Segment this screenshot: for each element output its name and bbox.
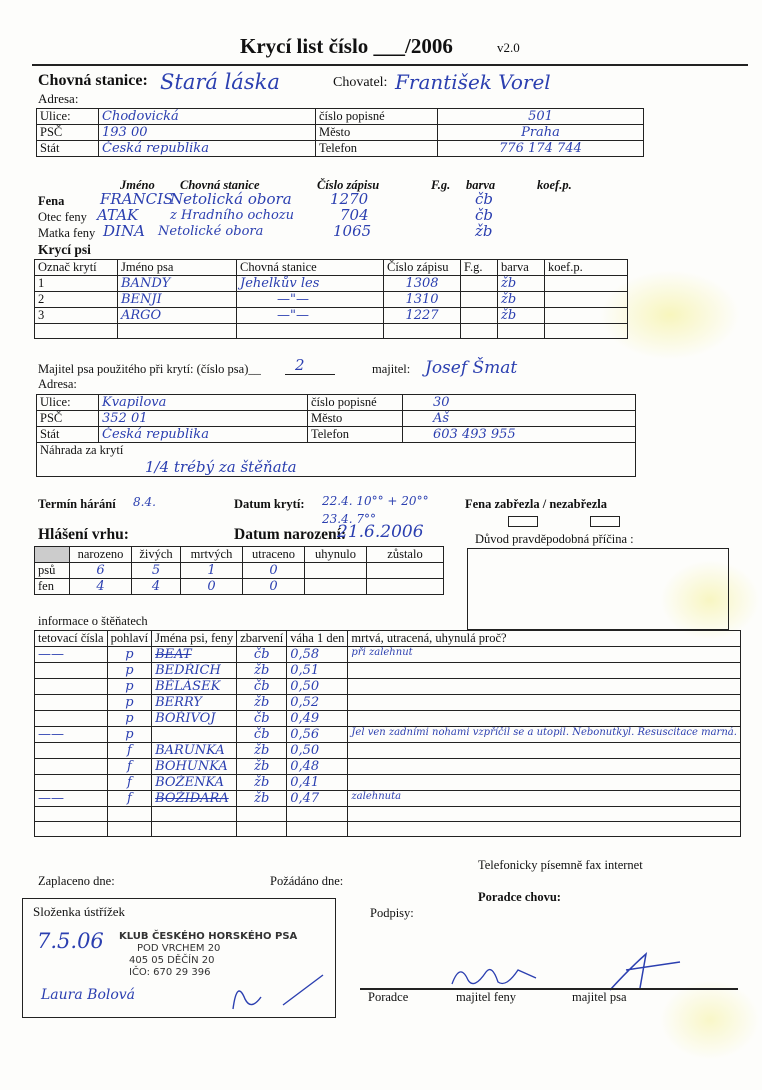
- puppy-weight: [287, 807, 348, 822]
- stud-reg: 1227: [384, 308, 461, 324]
- puppy-row: [35, 743, 741, 759]
- puppy-color: žb: [237, 743, 287, 759]
- litter-cell: [367, 579, 444, 595]
- puppy-tattoo: ——: [35, 727, 108, 743]
- puppy-row: [35, 711, 741, 727]
- puppies-table: [34, 630, 741, 837]
- country-label: Stát: [37, 141, 99, 157]
- puppy-note: [348, 775, 741, 791]
- station-label: Chovná stanice:: [38, 72, 148, 89]
- puppy-weight: 0,47: [287, 791, 348, 807]
- puppy-sex: [107, 807, 152, 822]
- mating-date-2: 23.4. 7°°: [322, 512, 376, 526]
- puppy-row: [35, 695, 741, 711]
- puppy-name: BOŽIDARA: [152, 791, 237, 807]
- station-address-table: [36, 108, 644, 157]
- puppy-tattoo: [35, 695, 108, 711]
- puppy-weight: 0,41: [287, 775, 348, 791]
- puppy-note: Jel ven zadními nohami vzpříčil se a utopil. Nebonutkyl. Resuscitace marná.: [348, 727, 741, 743]
- hdr-color: barva: [466, 178, 496, 192]
- litter-hdr: živých: [132, 547, 181, 563]
- litter-hdr: zůstalo: [367, 547, 444, 563]
- owner-number: 30: [403, 395, 636, 411]
- fena-station: Netolická obora: [170, 190, 292, 208]
- fena-reg: 1270: [330, 190, 369, 208]
- puppy-note: [348, 807, 741, 822]
- puppy-note: [348, 743, 741, 759]
- owner-dog-no: 2: [295, 356, 305, 374]
- studs-row: [35, 292, 628, 308]
- litter-cell: [367, 563, 444, 579]
- hdr-station: Chovná stanice: [180, 178, 260, 192]
- compensation-label: Náhrada za krytí: [40, 443, 124, 457]
- litter-cell: 4: [70, 579, 132, 595]
- studs-section-title: Krycí psi: [38, 242, 91, 257]
- heat-value: 8.4.: [133, 495, 156, 509]
- studs-hdr: Číslo zápisu: [384, 260, 461, 276]
- puppy-note: [348, 711, 741, 727]
- puppy-row: [35, 775, 741, 791]
- owner-phone-label: Telefon: [308, 427, 403, 443]
- puppy-tattoo: [35, 822, 108, 837]
- puppy-color: čb: [237, 711, 287, 727]
- owner-street: Kvapilova: [99, 395, 308, 411]
- puppy-color: žb: [237, 775, 287, 791]
- owner-zip-label: PSČ: [37, 411, 99, 427]
- puppy-tattoo: [35, 711, 108, 727]
- fena-name: FRANCIS: [100, 190, 174, 208]
- stud-station: Jehelkův les: [237, 276, 384, 292]
- matka-name: DINA: [103, 222, 145, 240]
- studs-row: [35, 308, 628, 324]
- owner-city-label: Město: [308, 411, 403, 427]
- pregnant-label: Fena zabřezla / nezabřezla: [465, 497, 607, 511]
- owner-name: Josef Šmat: [425, 358, 518, 378]
- litter-cell: 0: [243, 563, 305, 579]
- litter-row-label: fen: [35, 579, 70, 595]
- puppy-name: BOHUNKA: [152, 759, 237, 775]
- reason-label: Důvod pravděpodobná příčina :: [475, 532, 634, 546]
- puppy-name: [152, 727, 237, 743]
- puppy-row: [35, 663, 741, 679]
- puppies-hdr: váha 1 den: [287, 631, 348, 647]
- puppy-note: [348, 663, 741, 679]
- country-value: Česká republika: [99, 141, 316, 157]
- litter-corner: [35, 547, 70, 563]
- fena-label: Fena: [38, 194, 65, 208]
- stud-no: 2: [35, 292, 118, 308]
- owner-number-label: číslo popisné: [308, 395, 403, 411]
- stamp-line: KLUB ČESKÉHO HORSKÉHO PSA: [119, 931, 298, 942]
- puppy-sex: p: [107, 711, 152, 727]
- stud-coef: [545, 292, 628, 308]
- fena-color: čb: [475, 190, 494, 208]
- studs-hdr: Chovná stanice: [237, 260, 384, 276]
- puppy-name: BERRY: [152, 695, 237, 711]
- puppy-sex: f: [107, 743, 152, 759]
- stud-coef: [545, 308, 628, 324]
- puppy-name: BEAT: [152, 647, 237, 663]
- hdr-name: Jméno: [120, 178, 155, 192]
- matka-station: Netolické obora: [158, 224, 264, 239]
- phone-label: Telefon: [316, 141, 438, 157]
- puppy-name: BARUNKA: [152, 743, 237, 759]
- puppy-weight: 0,56: [287, 727, 348, 743]
- puppy-name: [152, 807, 237, 822]
- owner-dog-underline: [285, 374, 335, 375]
- signatures-label: Podpisy:: [370, 906, 414, 920]
- puppy-tattoo: [35, 663, 108, 679]
- puppy-note: [348, 759, 741, 775]
- address-label: Adresa:: [38, 91, 79, 106]
- hdr-fg: F.g.: [431, 178, 451, 192]
- puppy-weight: [287, 822, 348, 837]
- puppies-hdr: tetovací čísla: [35, 631, 108, 647]
- puppy-tattoo: [35, 759, 108, 775]
- puppy-tattoo: ——: [35, 791, 108, 807]
- puppy-color: [237, 807, 287, 822]
- stud-station: —"—: [237, 308, 384, 324]
- puppy-row: [35, 822, 741, 837]
- city-value: Praha: [438, 125, 644, 141]
- compensation-value: 1/4 trébý za štěňata: [145, 458, 297, 476]
- puppy-row: [35, 807, 741, 822]
- puppy-weight: 0,58: [287, 647, 348, 663]
- litter-hdr: narozeno: [70, 547, 132, 563]
- puppy-row: [35, 759, 741, 775]
- puppies-hdr: pohlaví: [107, 631, 152, 647]
- puppy-weight: 0,48: [287, 759, 348, 775]
- litter-cell: 5: [132, 563, 181, 579]
- birth-label: Datum narození:: [234, 526, 347, 543]
- slip-label: Složenka ústřížek: [33, 904, 126, 919]
- litter-hdr: uhynulo: [305, 547, 367, 563]
- puppy-color: žb: [237, 759, 287, 775]
- slip-signature: Laura Bolová: [41, 987, 136, 1003]
- puppy-row: [35, 679, 741, 695]
- litter-row: [35, 579, 444, 595]
- stamp-line: 405 05 DĚČÍN 20: [129, 955, 215, 966]
- stud-reg: 1310: [384, 292, 461, 308]
- street-value: Chodovická: [99, 109, 316, 125]
- puppy-row: [35, 727, 741, 743]
- owner-zip: 352 01: [99, 411, 308, 427]
- form-version: v2.0: [497, 40, 520, 55]
- heat-label: Termín hárání: [38, 497, 116, 511]
- stud-name: BENJI: [118, 292, 237, 308]
- stud-no: 3: [35, 308, 118, 324]
- owner-city: Aš: [403, 411, 636, 427]
- puppy-note: [348, 822, 741, 837]
- puppy-sex: p: [107, 679, 152, 695]
- litter-row-label: psů: [35, 563, 70, 579]
- pregnant-no-checkbox[interactable]: [590, 516, 620, 527]
- puppy-color: [237, 822, 287, 837]
- puppies-hdr: mrtvá, utracená, uhynulá proč?: [348, 631, 741, 647]
- advisor-label: Poradce chovu:: [478, 890, 561, 904]
- paid-label: Zaplaceno dne:: [38, 874, 115, 888]
- station-name: Stará láska: [160, 70, 280, 94]
- puppy-color: čb: [237, 647, 287, 663]
- owner-street-label: Ulice:: [37, 395, 99, 411]
- stud-coef: [545, 276, 628, 292]
- puppy-sex: f: [107, 775, 152, 791]
- puppy-sex: p: [107, 647, 152, 663]
- puppy-weight: 0,49: [287, 711, 348, 727]
- otec-station: z Hradního ochozu: [170, 208, 294, 223]
- puppy-note: zalehnuta: [348, 791, 741, 807]
- mating-label: Datum krytí:: [234, 497, 305, 511]
- puppy-sex: p: [107, 695, 152, 711]
- studs-hdr: Jméno psa: [118, 260, 237, 276]
- litter-cell: 0: [181, 579, 243, 595]
- puppy-color: čb: [237, 679, 287, 695]
- owner-address-label: Adresa:: [38, 377, 77, 391]
- puppy-weight: 0,50: [287, 679, 348, 695]
- requested-label: Požádáno dne:: [270, 874, 344, 888]
- puppy-name: BĚLÁSEK: [152, 679, 237, 695]
- zip-label: PSČ: [37, 125, 99, 141]
- puppy-tattoo: [35, 743, 108, 759]
- birth-value: 21.6.2006: [337, 522, 424, 542]
- owner-intro: Majitel psa použitého při krytí: (číslo psa)__: [38, 362, 261, 376]
- stud-name: ARGO: [118, 308, 237, 324]
- stamp-line: IČO: 670 29 396: [129, 967, 211, 978]
- litter-row: [35, 563, 444, 579]
- puppy-weight: 0,51: [287, 663, 348, 679]
- payment-slip-box: [22, 898, 336, 1018]
- puppy-name: BEDŘICH: [152, 663, 237, 679]
- studs-hdr: F.g.: [461, 260, 498, 276]
- studs-hdr: koef.p.: [545, 260, 628, 276]
- studs-table: [34, 259, 628, 339]
- puppy-tattoo: [35, 775, 108, 791]
- litter-hdr: utraceno: [243, 547, 305, 563]
- owner-country-label: Stát: [37, 427, 99, 443]
- puppy-sex: f: [107, 759, 152, 775]
- puppy-name: [152, 822, 237, 837]
- slip-date: 7.5.06: [37, 929, 104, 953]
- puppy-note: [348, 679, 741, 695]
- matka-color: žb: [475, 222, 493, 240]
- puppy-name: BOŘIVOJ: [152, 711, 237, 727]
- header-rule: [32, 64, 748, 66]
- stud-reg: 1308: [384, 276, 461, 292]
- street-label: Ulice:: [37, 109, 99, 125]
- litter-cell: 6: [70, 563, 132, 579]
- puppy-tattoo: [35, 679, 108, 695]
- puppy-sex: p: [107, 727, 152, 743]
- sig-owner-male-label: majitel psa: [572, 990, 627, 1004]
- otec-name: ATAK: [97, 206, 139, 224]
- stud-station: —"—: [237, 292, 384, 308]
- stud-color: žb: [498, 292, 545, 308]
- zip-value: 193 00: [99, 125, 316, 141]
- puppies-hdr: zbarvení: [237, 631, 287, 647]
- puppy-sex: p: [107, 663, 152, 679]
- puppy-weight: 0,50: [287, 743, 348, 759]
- puppy-tattoo: ——: [35, 647, 108, 663]
- puppy-color: čb: [237, 727, 287, 743]
- puppy-sex: [107, 822, 152, 837]
- studs-row: [35, 276, 628, 292]
- otec-reg: 704: [340, 206, 369, 224]
- puppy-tattoo: [35, 807, 108, 822]
- slip-signature-scribble: [223, 969, 333, 1019]
- pregnant-yes-checkbox[interactable]: [508, 516, 538, 527]
- puppy-color: žb: [237, 663, 287, 679]
- owner-address-table: [36, 394, 636, 477]
- number-label: číslo popisné: [316, 109, 438, 125]
- puppy-sex: f: [107, 791, 152, 807]
- litter-cell: 4: [132, 579, 181, 595]
- studs-row: [35, 324, 628, 339]
- stud-color: žb: [498, 308, 545, 324]
- contact-options: Telefonicky písemně fax internet: [478, 858, 643, 872]
- form-title: Krycí list číslo ___/2006: [240, 34, 453, 58]
- otec-color: čb: [475, 206, 494, 224]
- hdr-coef: koef.p.: [537, 178, 572, 192]
- puppy-row: [35, 647, 741, 663]
- stud-fg: [461, 292, 498, 308]
- studs-hdr: barva: [498, 260, 545, 276]
- studs-hdr: Označ krytí: [35, 260, 118, 276]
- city-label: Město: [316, 125, 438, 141]
- puppy-note: při zalehnut: [348, 647, 741, 663]
- puppy-weight: 0,52: [287, 695, 348, 711]
- stud-fg: [461, 308, 498, 324]
- puppy-name: BOŽENKA: [152, 775, 237, 791]
- litter-cell: 1: [181, 563, 243, 579]
- puppies-hdr: Jména psi, feny: [152, 631, 237, 647]
- litter-cell: [305, 579, 367, 595]
- mating-date-1: 22.4. 10°° + 20°°: [322, 494, 429, 508]
- litter-section-title: Hlášení vrhu:: [38, 526, 129, 543]
- matka-reg: 1065: [333, 222, 372, 240]
- stud-fg: [461, 276, 498, 292]
- owner-label: majitel:: [372, 362, 411, 376]
- puppy-color: žb: [237, 695, 287, 711]
- owner-country: Česká republika: [99, 427, 308, 443]
- litter-cell: [305, 563, 367, 579]
- sig-advisor-label: Poradce: [368, 990, 409, 1004]
- puppy-row: [35, 791, 741, 807]
- reason-box[interactable]: [467, 548, 729, 630]
- phone-value: 776 174 744: [438, 141, 644, 157]
- stud-color: žb: [498, 276, 545, 292]
- litter-cell: 0: [243, 579, 305, 595]
- number-value: 501: [438, 109, 644, 125]
- puppy-note: [348, 695, 741, 711]
- breeder-name: František Vorel: [395, 70, 551, 94]
- puppies-section-title: informace o štěňatech: [38, 614, 148, 628]
- compensation-cell: [37, 443, 636, 477]
- matka-label: Matka feny: [38, 226, 96, 240]
- stud-name: BANDY: [118, 276, 237, 292]
- breeder-label: Chovatel:: [333, 75, 388, 90]
- puppy-color: žb: [237, 791, 287, 807]
- stud-no: 1: [35, 276, 118, 292]
- otec-label: Otec feny: [38, 210, 87, 224]
- litter-table: [34, 546, 444, 595]
- signature-line: [360, 988, 738, 990]
- stamp-line: POD VRCHEM 20: [137, 943, 221, 954]
- sig-owner-female-label: majitel feny: [456, 990, 517, 1004]
- litter-hdr: mrtvých: [181, 547, 243, 563]
- owner-phone: 603 493 955: [403, 427, 636, 443]
- hdr-reg: Číslo zápisu: [317, 178, 380, 192]
